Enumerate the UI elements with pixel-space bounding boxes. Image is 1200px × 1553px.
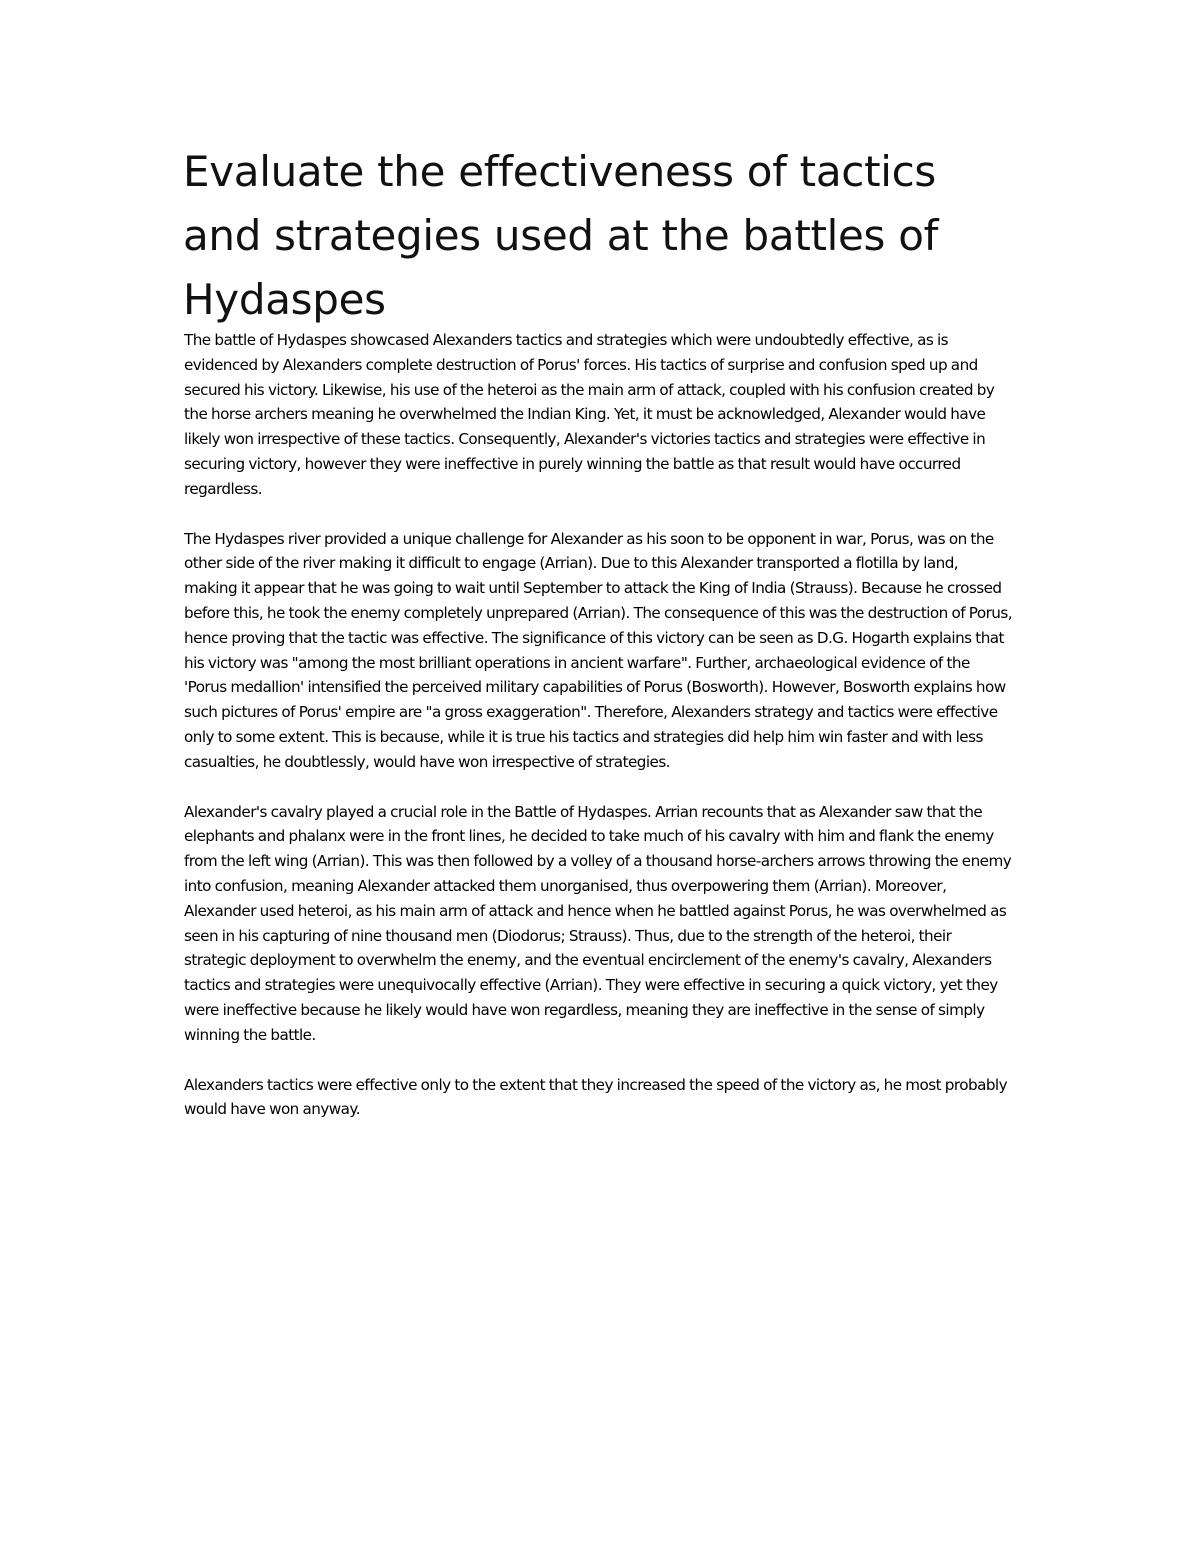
paragraph-introduction: The battle of Hydaspes showcased Alexanders tactics and strategies which were undoubtedly effective, as is evidenced by Alexanders complete destruction of Porus' forces. His tactics of surprise and confusion sped up and secured his victory. Likewise, his use of the heteroi as the main arm of attack, coupled with his confusion created by the horse archers meaning he overwhelmed the Indian King. Yet, it must be acknowledged, Alexander would have likely won irrespective of these tactics. Consequently, Alexander's victories tactics and strategies were effective in securing victory, however they were ineffective in purely winning the battle as that result would have occurred regardless.: [184, 331, 995, 498]
paragraph-conclusion: Alexanders tactics were effective only to the extent that they increased the speed of the victory as, he most probably would have won anyway.: [184, 1075, 1008, 1119]
document-body: [184, 328, 1014, 1147]
paragraph-cavalry: Alexander's cavalry played a crucial role in the Battle of Hydaspes. Arrian recounts that as Alexander saw that the elephants and phalanx were in the front lines, he decided to take much of his cavalry with him and flank the enemy from the left wing (Arrian). This was then followed by a volley of a thousand horse-archers arrows throwing the enemy into confusion, meaning Alexander attacked them unorganised, thus overpowering them (Arrian). Moreover, Alexander used heteroi, as his main arm of attack and hence when he battled against Porus, he was overwhelmed as seen in his capturing of nine thousand men (Diodorus; Strauss). Thus, due to the strength of the heteroi, their strategic deployment to overwhelm the enemy, and the eventual encirclement of the enemy's cavalry, Alexanders tactics and strategies were unequivocally effective (Arrian). They were effective in securing a quick victory, yet they were ineffective because he likely would have won regardless, meaning they are ineffective in the sense of simply winning the battle.: [184, 802, 1012, 1044]
document-title: Evaluate the effectiveness of tactics and strategies used at the battles of Hydaspes: [183, 147, 939, 324]
paragraph-hydaspes-river: The Hydaspes river provided a unique challenge for Alexander as his soon to be opponent in war, Porus, was on the other side of the river making it difficult to engage (Arrian). Due to this Alexander transported a flotilla by land, making it appear that he was going to wait until September to attack the King of India (Strauss). Because he crossed before this, he took the enemy completely unprepared (Arrian). The consequence of this was the destruction of Porus, hence proving that the tactic was effective. The significance of this victory can be seen as D.G. Hogarth explains that his victory was "among the most brilliant operations in ancient warfare". Further, archaeological evidence of the 'Porus medallion' intensified the perceived military capabilities of Porus (Bosworth). However, Bosworth explains how such pictures of Porus' empire are "a gross exaggeration". Therefore, Alexanders strategy and tactics were effective only to some extent. This is because, while it is true his tactics and strategies did help him win faster and with less casualties, he doubtlessly, would have won irrespective of strategies.: [184, 529, 1013, 771]
